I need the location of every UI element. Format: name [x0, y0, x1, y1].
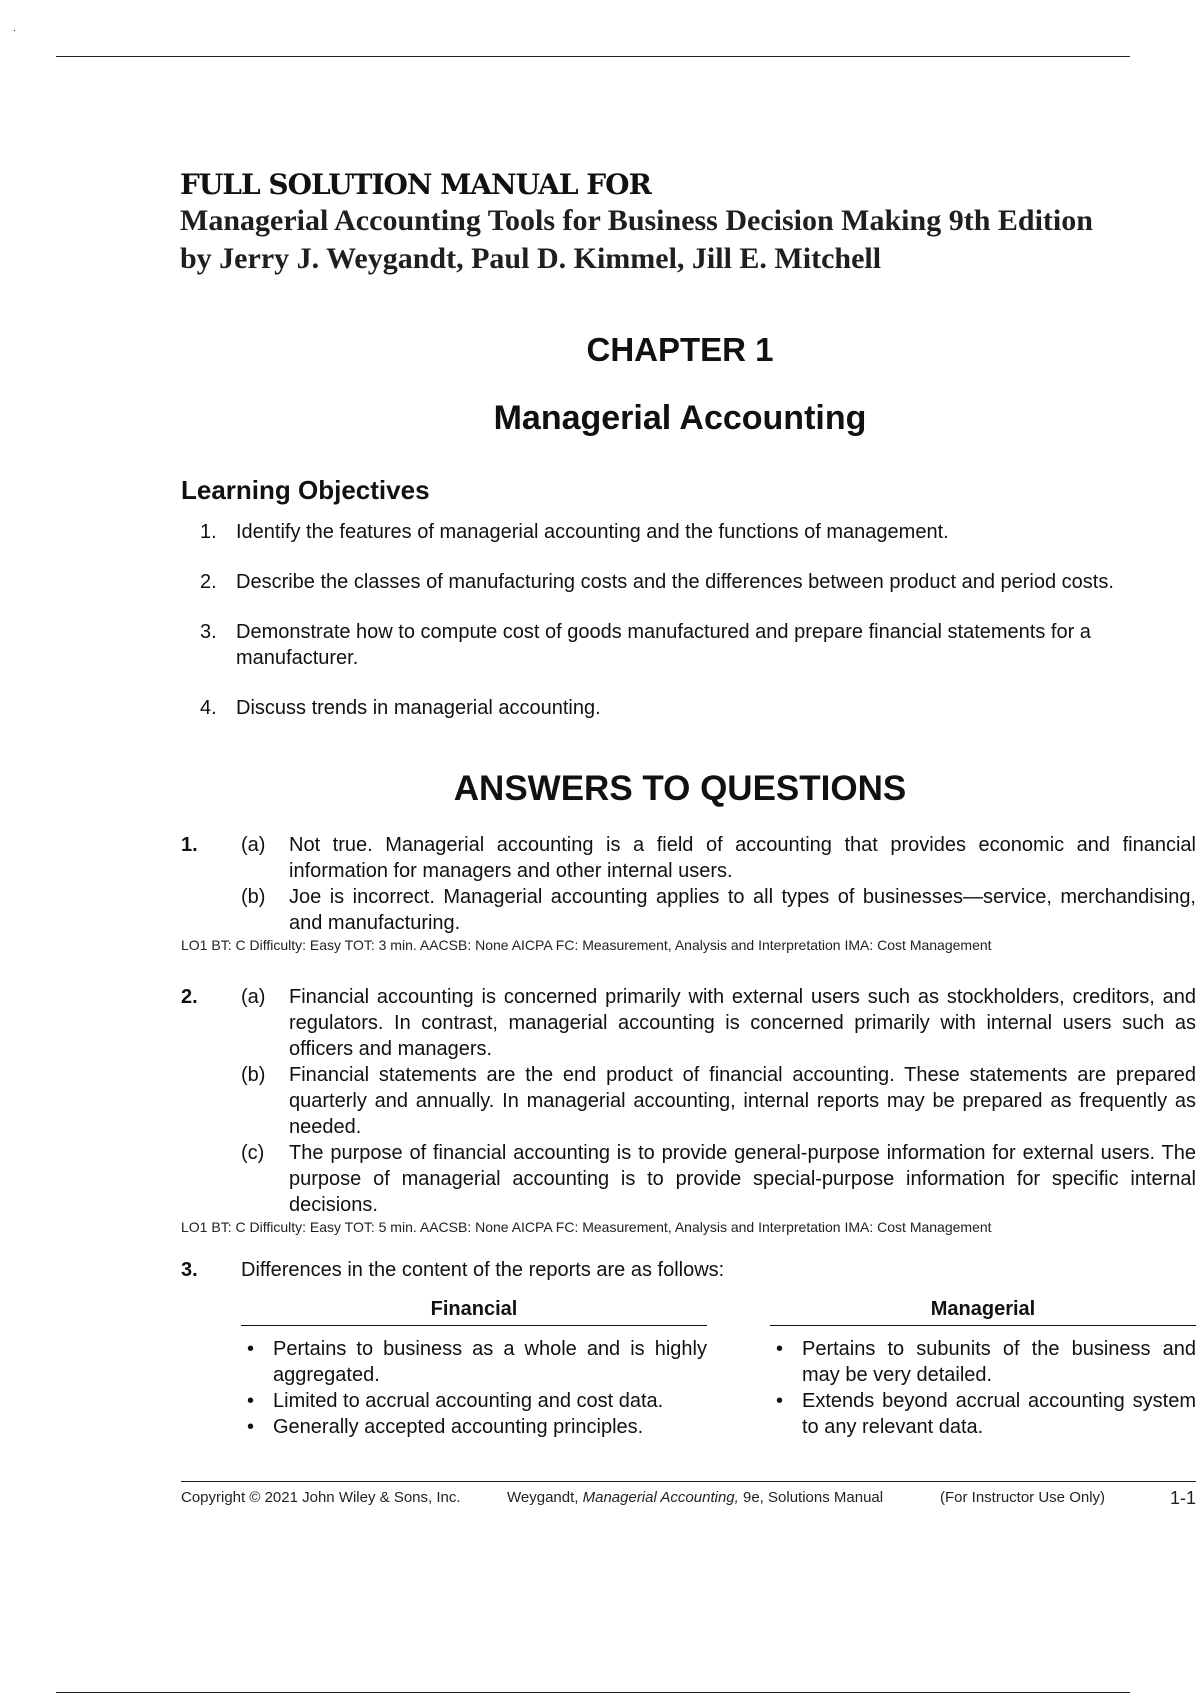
- managerial-heading: Managerial: [770, 1296, 1196, 1326]
- learning-objective: [200, 619, 1190, 671]
- top-rule: [56, 56, 1130, 57]
- part-label: (a): [241, 986, 266, 1008]
- instructor-use-note: (For Instructor Use Only): [940, 1489, 1106, 1506]
- part-label: (a): [241, 834, 266, 856]
- objective-number: 4.: [200, 697, 217, 719]
- chapter-title: Managerial Accounting: [493, 399, 867, 437]
- learning-objective: [200, 519, 1190, 545]
- page-footer: [181, 1481, 1196, 1508]
- document-header: [180, 168, 1180, 278]
- learning-objectives-heading: Learning Objectives: [181, 475, 430, 505]
- list-item: [241, 1336, 707, 1388]
- list-item: [241, 1414, 707, 1440]
- footer-edition: 9e, Solutions Manual: [738, 1489, 884, 1506]
- learning-objectives-list: [200, 519, 1190, 745]
- question-number: 2.: [181, 986, 198, 1008]
- page-number: 1-1: [1169, 1488, 1196, 1508]
- list-item: [770, 1388, 1196, 1440]
- footer-book-reference: [507, 1488, 883, 1508]
- objective-text: Identify the features of managerial accounting and the functions of management.: [236, 521, 949, 543]
- bullet-text: Limited to accrual accounting and cost data.: [273, 1390, 664, 1412]
- part-label: (b): [241, 1064, 266, 1086]
- part-text: The purpose of financial accounting is to provide general-purpose information for external users. The purpose of managerial accounting is to provide special-purpose information for specific internal decisions.: [289, 1142, 1196, 1216]
- book-authors: by Jerry J. Weygandt, Paul D. Kimmel, Jill E. Mitchell: [180, 242, 882, 275]
- question-metadata: LO1 BT: C Difficulty: Easy TOT: 5 min. AACSB: None AICPA FC: Measurement, Analysis and Interpretation IMA: Cost Management: [181, 1219, 992, 1235]
- part-text: Joe is incorrect. Managerial accounting applies to all types of businesses—service, merchandising, and manufacturing.: [289, 886, 1196, 934]
- question-number: 1.: [181, 834, 198, 856]
- financial-column: [241, 1296, 707, 1440]
- question-intro: Differences in the content of the reports are as follows:: [241, 1259, 725, 1281]
- bullet-text: Extends beyond accrual accounting system to any relevant data.: [802, 1390, 1196, 1438]
- footer-author: Weygandt,: [507, 1489, 583, 1506]
- question-metadata: LO1 BT: C Difficulty: Easy TOT: 3 min. AACSB: None AICPA FC: Measurement, Analysis and Interpretation IMA: Cost Management: [181, 937, 992, 953]
- part-text: Financial accounting is concerned primarily with external users such as stockholders, creditors, and regulators. In contrast, managerial accounting is concerned primarily with internal users such as officers and managers.: [289, 986, 1196, 1060]
- bullet-text: Pertains to business as a whole and is highly aggregated.: [273, 1338, 707, 1386]
- list-item: [241, 1388, 707, 1414]
- bullet-icon: •: [247, 1416, 255, 1438]
- footer-book-title: Managerial Accounting,: [582, 1489, 739, 1506]
- learning-objective: [200, 695, 1190, 721]
- bullet-icon: •: [247, 1390, 255, 1412]
- comparison-table: [241, 1296, 1196, 1446]
- answer-part: [241, 884, 1196, 936]
- list-item: [770, 1336, 1196, 1388]
- part-label: (b): [241, 886, 266, 908]
- bullet-text: Pertains to subunits of the business and may be very detailed.: [802, 1338, 1196, 1386]
- part-text: Not true. Managerial accounting is a field of accounting that provides economic and financial information for managers and other internal users.: [289, 834, 1196, 882]
- objective-number: 3.: [200, 621, 217, 643]
- financial-heading: Financial: [241, 1296, 707, 1326]
- answer-part: [241, 1062, 1196, 1140]
- question-2: [181, 984, 1196, 1236]
- bullet-text: Generally accepted accounting principles.: [273, 1416, 644, 1438]
- bullet-icon: •: [776, 1338, 784, 1360]
- answers-heading: ANSWERS TO QUESTIONS: [453, 769, 907, 808]
- answer-part: [241, 1140, 1196, 1218]
- learning-objective: [200, 569, 1190, 595]
- question-number: 3.: [181, 1259, 198, 1281]
- scan-mark: .: [13, 23, 16, 34]
- bullet-icon: •: [247, 1338, 255, 1360]
- bottom-rule: [56, 1692, 1130, 1693]
- objective-text: Demonstrate how to compute cost of goods manufactured and prepare financial statements for a manufacturer.: [236, 621, 1091, 669]
- question-1: [181, 832, 1196, 954]
- answer-part: [241, 832, 1196, 884]
- bullet-icon: •: [776, 1390, 784, 1412]
- manual-label: FULL SOLUTION MANUAL FOR: [180, 168, 651, 201]
- book-title: Managerial Accounting Tools for Business Decision Making 9th Edition: [180, 204, 1093, 237]
- objective-text: Discuss trends in managerial accounting.: [236, 697, 601, 719]
- managerial-column: [770, 1296, 1196, 1440]
- answer-part: [241, 984, 1196, 1062]
- chapter-number: CHAPTER 1: [586, 331, 774, 368]
- part-text: Financial statements are the end product of financial accounting. These statements are prepared quarterly and annually. In managerial accounting, internal reports may be prepared as frequently as needed.: [289, 1064, 1196, 1138]
- question-3: [181, 1257, 1196, 1283]
- objective-number: 2.: [200, 571, 217, 593]
- objective-text: Describe the classes of manufacturing costs and the differences between product and period costs.: [236, 571, 1114, 593]
- copyright-text: Copyright © 2021 John Wiley & Sons, Inc.: [181, 1489, 461, 1506]
- objective-number: 1.: [200, 521, 217, 543]
- part-label: (c): [241, 1142, 265, 1164]
